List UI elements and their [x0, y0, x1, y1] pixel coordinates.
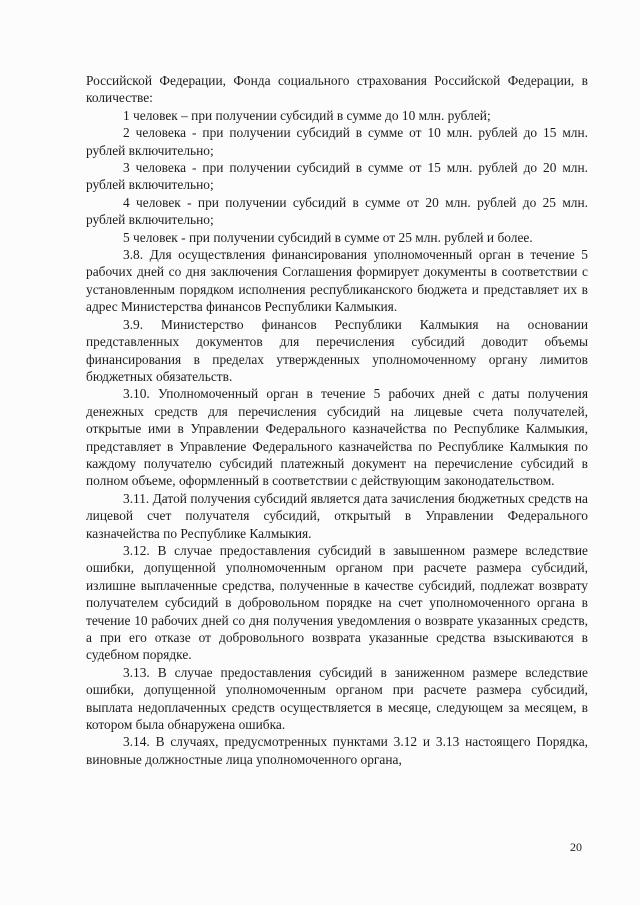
clause-3-12: 3.12. В случае предоставления субсидий в завышенном размере вследствие ошибки, допущенной уполномоченным органом при расчете размера субсидий, излишне выплаченные средства, полученные в качестве субсидий, подлежат возврату получателем субсидий в добровольном порядке на счет уполномоченного органа в течение 10 рабочих дней со дня получения уведомления о возврате указанных средств, а при его отказе от добровольного возврата указанные средства взыскиваются в судебном порядке. — [86, 542, 588, 663]
clause-3-13: 3.13. В случае предоставления субсидий в заниженном размере вследствие ошибки, допущенной уполномоченным органом при расчете размера субсидий, выплата недоплаченных средств осуществляется в месяце, следующем за месяцем, в котором была обнаружена ошибка. — [86, 664, 588, 733]
clause-3-11: 3.11. Датой получения субсидий является дата зачисления бюджетных средств на лицевой счет получателя субсидий, открытый в Управлении Федерального казначейства по Республике Калмыкия. — [86, 490, 588, 541]
list-item-1-person: 1 человек – при получении субсидий в сумме до 10 млн. рублей; — [123, 107, 491, 123]
list-item-5-persons: 5 человек - при получении субсидий в сумме от 25 млн. рублей и более. — [123, 229, 533, 245]
paragraph-continuation: Российской Федерации, Фонда социального страхования Российской Федерации, в количестве: — [86, 73, 588, 106]
page-number: 20 — [570, 840, 582, 854]
document-body — [86, 72, 588, 768]
clause-3-8: 3.8. Для осуществления финансирования уполномоченный орган в течение 5 рабочих дней со дня заключения Соглашения формирует документы в соответствии с установленным порядком исполнения республиканского бюджета и представляет их в адрес Министерства финансов Республики Калмыкия. — [86, 247, 588, 315]
clause-3-14: 3.14. В случаях, предусмотренных пунктами 3.12 и 3.13 настоящего Порядка, виновные должностные лица уполномоченного органа, — [86, 734, 588, 767]
list-item-4-persons: 4 человек - при получении субсидий в сумме от 20 млн. рублей до 25 млн. рублей включительно; — [86, 194, 588, 228]
clause-3-9: 3.9. Министерство финансов Республики Калмыкия на основании представленных документов для перечисления субсидий доводит объемы финансирования в пределах утвержденных уполномоченному органу лимитов бюджетных обязательств. — [86, 316, 588, 384]
list-item-2-persons: 2 человека - при получении субсидий в сумме от 10 млн. рублей до 15 млн. рублей включительно; — [86, 125, 588, 158]
clause-3-10: 3.10. Уполномоченный орган в течение 5 рабочих дней с даты получения денежных средств для перечисления субсидий на лицевые счета получателей, открытые ими в Управлении Федерального казначейства по Республике Калмыкия, представляет в Управление Федерального казначейства по Республике Калмыкия по каждому получателю субсидий платежный документ на перечисление субсидий в полном объеме, оформленный в соответствии с действующим законодательством. — [86, 386, 588, 489]
list-item-3-persons: 3 человека - при получении субсидий в сумме от 15 млн. рублей до 20 млн. рублей включительно; — [86, 160, 588, 193]
